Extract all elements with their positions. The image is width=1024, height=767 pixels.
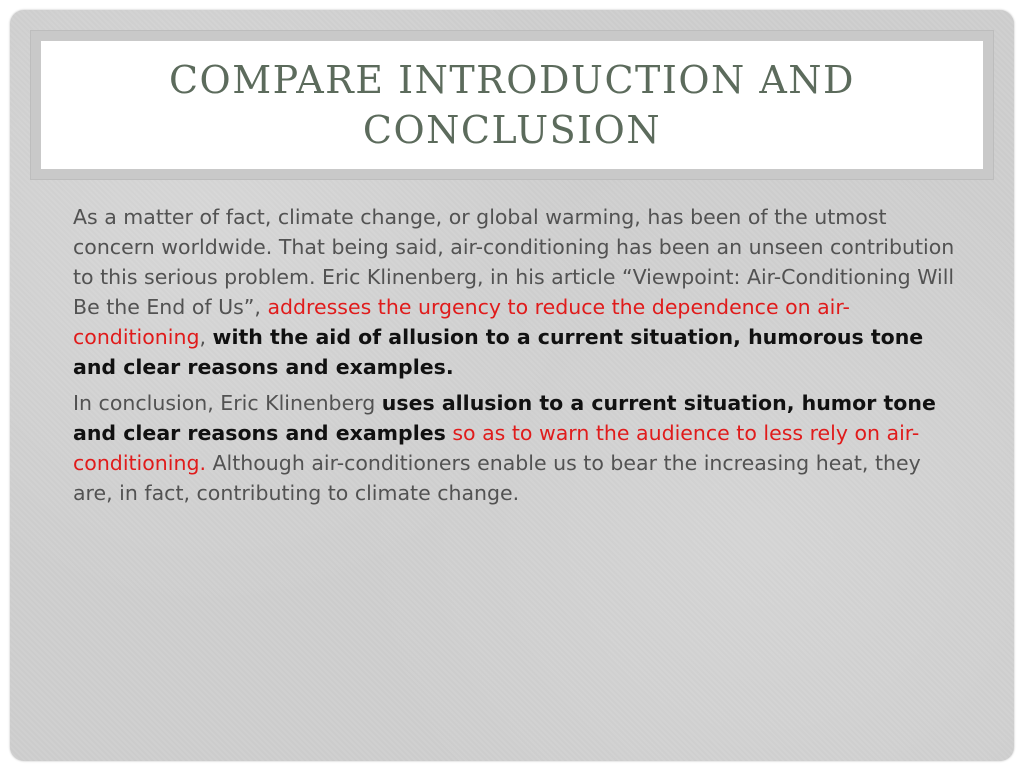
conclusion-paragraph	[73, 388, 963, 508]
slide-title-line-1: COMPARE INTRODUCTION AND	[168, 58, 856, 102]
slide-body	[73, 202, 963, 514]
title-frame	[30, 30, 994, 180]
introduction-comma: ,	[199, 325, 213, 349]
introduction-text: As a matter of fact, climate change, or global warming, has been of the utmost concern worldwide. That being said, air-conditioning has been an unseen contribution to this serious problem. Eric Klinenberg, in his article “Viewpoint: Air-Conditioning Will Be the End of Us”,	[73, 205, 955, 319]
slide	[10, 10, 1014, 761]
title-box	[41, 41, 983, 169]
slide-title-line-2: CONCLUSION	[362, 108, 662, 152]
conclusion-bold-highlight: uses allusion to a current situation, humor tone and clear reasons and examples	[73, 391, 936, 445]
slide-title	[169, 55, 855, 155]
introduction-paragraph	[73, 202, 963, 382]
introduction-bold-highlight: with the aid of allusion to a current situation, humorous tone and clear reasons and examples.	[73, 325, 924, 379]
conclusion-text-end: Although air-conditioners enable us to bear the increasing heat, they are, in fact, contributing to climate change.	[73, 451, 921, 505]
conclusion-red-highlight: so as to warn the audience to less rely on air-conditioning.	[73, 421, 920, 475]
introduction-red-highlight: addresses the urgency to reduce the dependence on air-conditioning	[73, 295, 850, 349]
conclusion-text: In conclusion, Eric Klinenberg	[73, 391, 382, 415]
